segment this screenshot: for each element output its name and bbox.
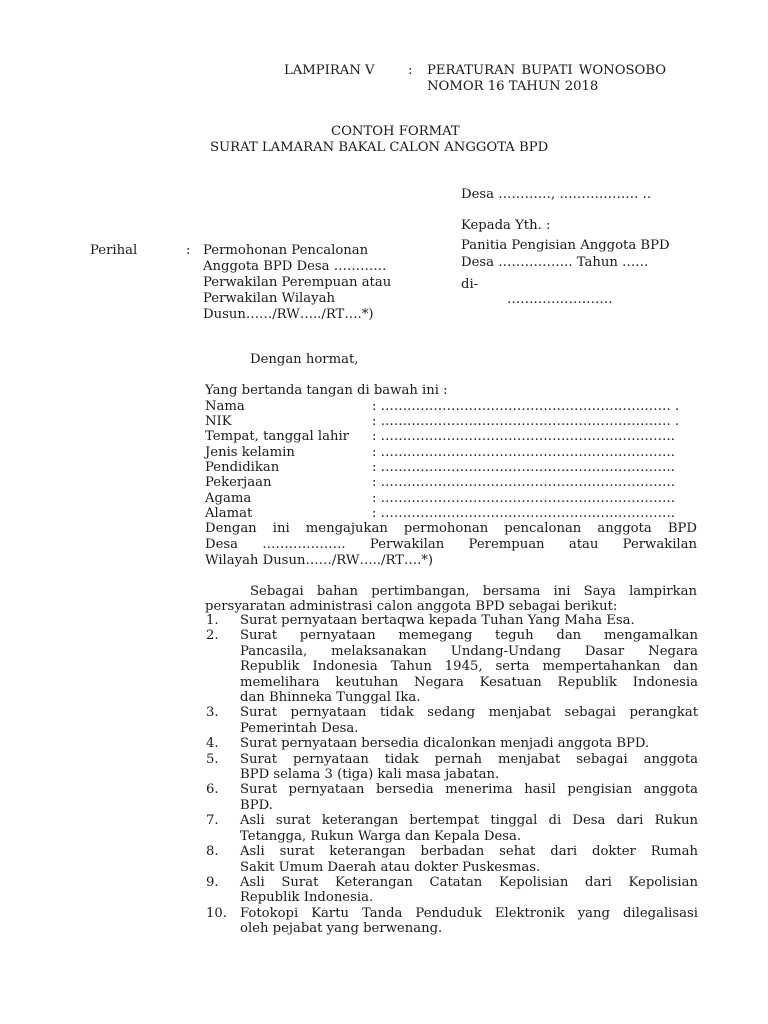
field-label-nik: NIK [205, 414, 232, 429]
requirement-item [206, 875, 698, 906]
requirement-number: 1. [206, 613, 219, 628]
requirement-text [240, 628, 698, 705]
requirement-item [206, 782, 698, 813]
requirement-line: Asli surat keterangan bertempat tinggal di Desa dari Rukun [240, 813, 698, 829]
requirement-item [206, 844, 698, 875]
field-value-nik: : ………………………………………………………… . [372, 414, 680, 429]
addressee-line1: Kepada Yth. : [461, 218, 551, 233]
field-label-gender: Jenis kelamin [205, 445, 295, 460]
perihal-line: Perwakilan Perempuan atau [203, 275, 392, 290]
field-label-birth: Tempat, tanggal lahir [205, 429, 349, 444]
application-line3: Wilayah Dusun……/RW…../RT….*) [205, 553, 434, 568]
field-label-education: Pendidikan [205, 460, 280, 475]
intro-text: Yang bertanda tangan di bawah ini : [205, 383, 448, 398]
application-line1: Dengan ini mengajukan permohonan pencalonan anggota BPD [205, 521, 697, 536]
requirement-item [206, 628, 698, 705]
greeting: Dengan hormat, [250, 352, 359, 367]
requirement-text [240, 705, 698, 736]
requirement-text [240, 782, 698, 813]
perihal-line: Anggota BPD Desa ………… [203, 259, 387, 274]
requirement-line: Pemerintah Desa. [240, 720, 359, 736]
title-line1: CONTOH FORMAT [331, 124, 460, 139]
addressee-line4: di- [461, 277, 479, 292]
place-date: Desa …………, ……………… .. [461, 187, 652, 202]
requirement-text [240, 875, 698, 906]
requirement-text [240, 906, 698, 937]
requirement-number: 6. [206, 782, 219, 798]
addressee-line2: Panitia Pengisian Anggota BPD [461, 238, 670, 253]
field-value-education: : …………………………………………………………. [372, 460, 675, 475]
requirement-line: Surat pernyataan tidak pernah menjabat sebagai anggota [240, 751, 698, 767]
field-value-gender: : …………………………………………………………. [372, 445, 675, 460]
field-value-nama: : ………………………………………………………… . [372, 399, 680, 414]
requirement-item [206, 752, 698, 783]
title-line2: SURAT LAMARAN BAKAL CALON ANGGOTA BPD [210, 140, 549, 155]
requirement-number: 4. [206, 736, 219, 752]
requirement-line: Surat pernyataan bersedia menerima hasil pengisian anggota [240, 782, 698, 798]
requirement-line: memelihara keutuhan Negara Kesatuan Republik Indonesia [240, 674, 698, 690]
addressee-line3: Desa …………….. Tahun …… [461, 255, 649, 270]
requirement-line: Fotokopi Kartu Tanda Penduduk Elektronik yang dilegalisasi [240, 905, 698, 921]
field-value-address: : …………………………………………………………. [372, 506, 675, 521]
header-separator: : [408, 63, 413, 78]
requirement-item [206, 906, 698, 937]
requirement-line: Tetangga, Rukun Warga dan Kepala Desa. [240, 828, 522, 844]
requirement-item [206, 705, 698, 736]
perihal-label: Perihal [90, 243, 138, 258]
addressee-line5: …………………… [507, 292, 613, 307]
perihal-line: Perwakilan Wilayah [203, 291, 335, 306]
requirement-line: Asli surat keterangan berbadan sehat dari dokter Rumah [240, 844, 698, 860]
requirement-line: Surat pernyataan memegang teguh dan mengamalkan [240, 628, 698, 644]
requirement-number: 2. [206, 628, 219, 644]
requirement-text [240, 613, 698, 628]
requirement-number: 7. [206, 813, 219, 829]
requirement-line: Republik Indonesia. [240, 890, 374, 906]
requirement-line: BPD. [240, 797, 273, 813]
requirement-number: 3. [206, 705, 219, 721]
requirement-line: Surat pernyataan bersedia dicalonkan menjadi anggota BPD. [240, 736, 650, 752]
field-value-religion: : …………………………………………………………. [372, 491, 675, 506]
regulation-line2: NOMOR 16 TAHUN 2018 [427, 79, 599, 94]
perihal-line: Permohonan Pencalonan [203, 243, 369, 258]
requirement-line: Surat pernyataan tidak sedang menjabat sebagai perangkat [240, 705, 698, 721]
requirement-number: 9. [206, 874, 219, 890]
application-line2: Desa ………………. Perwakilan Perempuan atau Perwakilan [205, 537, 697, 552]
field-value-occupation: : …………………………………………………………. [372, 475, 675, 490]
requirement-line: Surat pernyataan bertaqwa kepada Tuhan Yang Maha Esa. [240, 613, 635, 628]
requirement-number: 8. [206, 844, 219, 860]
field-value-birth: : …………………………………………………………. [372, 429, 675, 444]
lampiran-label: LAMPIRAN V [284, 63, 375, 78]
requirement-line: Asli Surat Keterangan Catatan Kepolisian dari Kepolisian [240, 874, 698, 890]
field-label-religion: Agama [205, 491, 252, 506]
requirement-line: BPD selama 3 (tiga) kali masa jabatan. [240, 767, 500, 783]
requirement-text [240, 752, 698, 783]
requirement-line: Pancasila, melaksanakan Undang-Undang Dasar Negara [240, 643, 698, 659]
requirements-intro-line1: Sebagai bahan pertimbangan, bersama ini Saya lampirkan [250, 584, 697, 599]
field-label-address: Alamat [205, 506, 253, 521]
requirement-number: 5. [206, 751, 219, 767]
perihal-separator: : [186, 243, 191, 258]
requirement-number: 10. [206, 905, 227, 921]
requirement-item [206, 736, 698, 751]
requirement-item [206, 613, 698, 628]
requirement-text [240, 844, 698, 875]
field-label-occupation: Pekerjaan [205, 475, 272, 490]
requirement-text [240, 813, 698, 844]
perihal-line: Dusun……/RW…../RT….*) [203, 307, 374, 322]
requirement-line: oleh pejabat yang berwenang. [240, 921, 443, 937]
requirement-line: Sakit Umum Daerah atau dokter Puskesmas. [240, 859, 541, 875]
requirement-item [206, 813, 698, 844]
requirement-text [240, 736, 698, 751]
requirement-line: dan Bhinneka Tunggal Ika. [240, 690, 421, 706]
field-label-nama: Nama [205, 399, 245, 414]
requirement-line: Republik Indonesia Tahun 1945, serta mempertahankan dan [240, 659, 698, 675]
regulation-line1: PERATURAN BUPATI WONOSOBO [427, 63, 667, 78]
requirements-list [206, 613, 698, 937]
requirements-intro-line2: persyaratan administrasi calon anggota BPD sebagai berikut: [205, 599, 618, 614]
